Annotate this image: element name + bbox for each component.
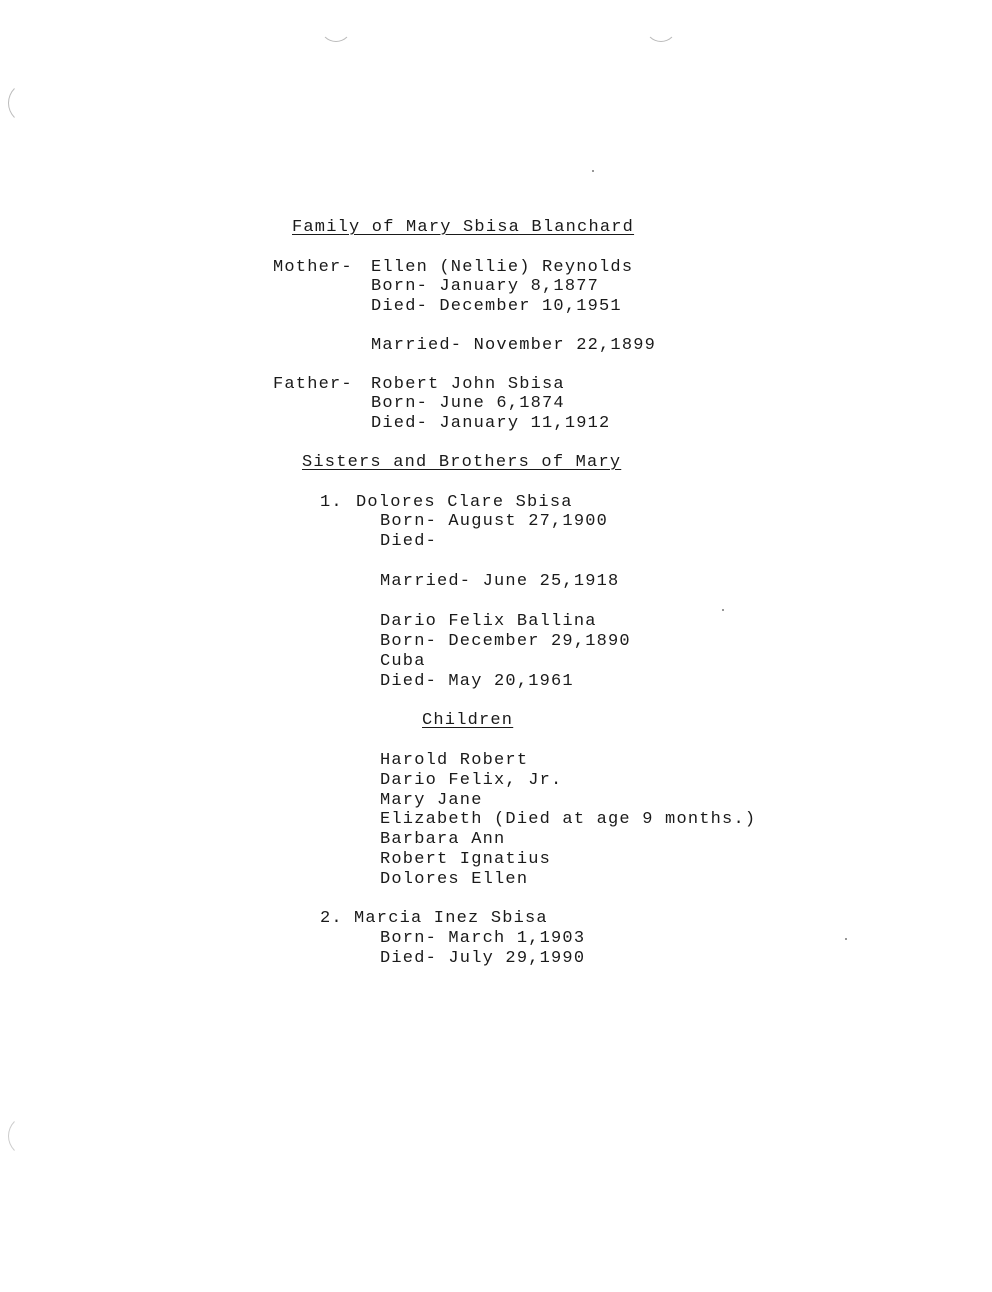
scan-speck: [722, 609, 724, 611]
siblings-heading: Sisters and Brothers of Mary: [302, 453, 622, 472]
sibling-2-died: Died- July 29,1990: [380, 949, 586, 968]
father-born: Born- June 6,1874: [371, 394, 565, 413]
sibling-1-married: Married- June 25,1918: [380, 572, 620, 591]
child-item: Mary Jane: [380, 791, 483, 810]
mother-name: Ellen (Nellie) Reynolds: [371, 258, 634, 277]
sibling-1-number: 1.: [320, 493, 343, 512]
spouse-born: Born- December 29,1890: [380, 632, 631, 651]
sibling-2-name: Marcia Inez Sbisa: [354, 909, 548, 928]
child-item: Robert Ignatius: [380, 850, 552, 869]
document-title: Family of Mary Sbisa Blanchard: [292, 218, 635, 237]
page-edge-mark: [8, 1115, 50, 1157]
punch-hole-mark: [645, 10, 677, 42]
children-heading: Children: [422, 711, 514, 730]
mother-label: Mother-: [273, 258, 353, 277]
page-edge-mark: [8, 82, 50, 124]
child-item: Dario Felix, Jr.: [380, 771, 563, 790]
sibling-1-name: Dolores Clare Sbisa: [356, 493, 573, 512]
child-item: Dolores Ellen: [380, 870, 529, 889]
father-name: Robert John Sbisa: [371, 375, 565, 394]
parents-marriage: Married- November 22,1899: [371, 336, 657, 355]
sibling-2-number: 2.: [320, 909, 343, 928]
child-item: Harold Robert: [380, 751, 529, 770]
sibling-1-died: Died-: [380, 532, 438, 551]
child-item: Barbara Ann: [380, 830, 506, 849]
father-died: Died- January 11,1912: [371, 414, 611, 433]
spouse-name: Dario Felix Ballina: [380, 612, 597, 631]
child-item: Elizabeth (Died at age 9 months.): [380, 810, 757, 829]
spouse-died: Died- May 20,1961: [380, 672, 574, 691]
sibling-1-born: Born- August 27,1900: [380, 512, 609, 531]
punch-hole-mark: [320, 10, 352, 42]
scan-speck: [592, 170, 594, 172]
sibling-2-born: Born- March 1,1903: [380, 929, 586, 948]
mother-born: Born- January 8,1877: [371, 277, 600, 296]
father-label: Father-: [273, 375, 353, 394]
spouse-birthplace: Cuba: [380, 652, 426, 671]
scan-speck: [845, 938, 847, 940]
mother-died: Died- December 10,1951: [371, 297, 622, 316]
